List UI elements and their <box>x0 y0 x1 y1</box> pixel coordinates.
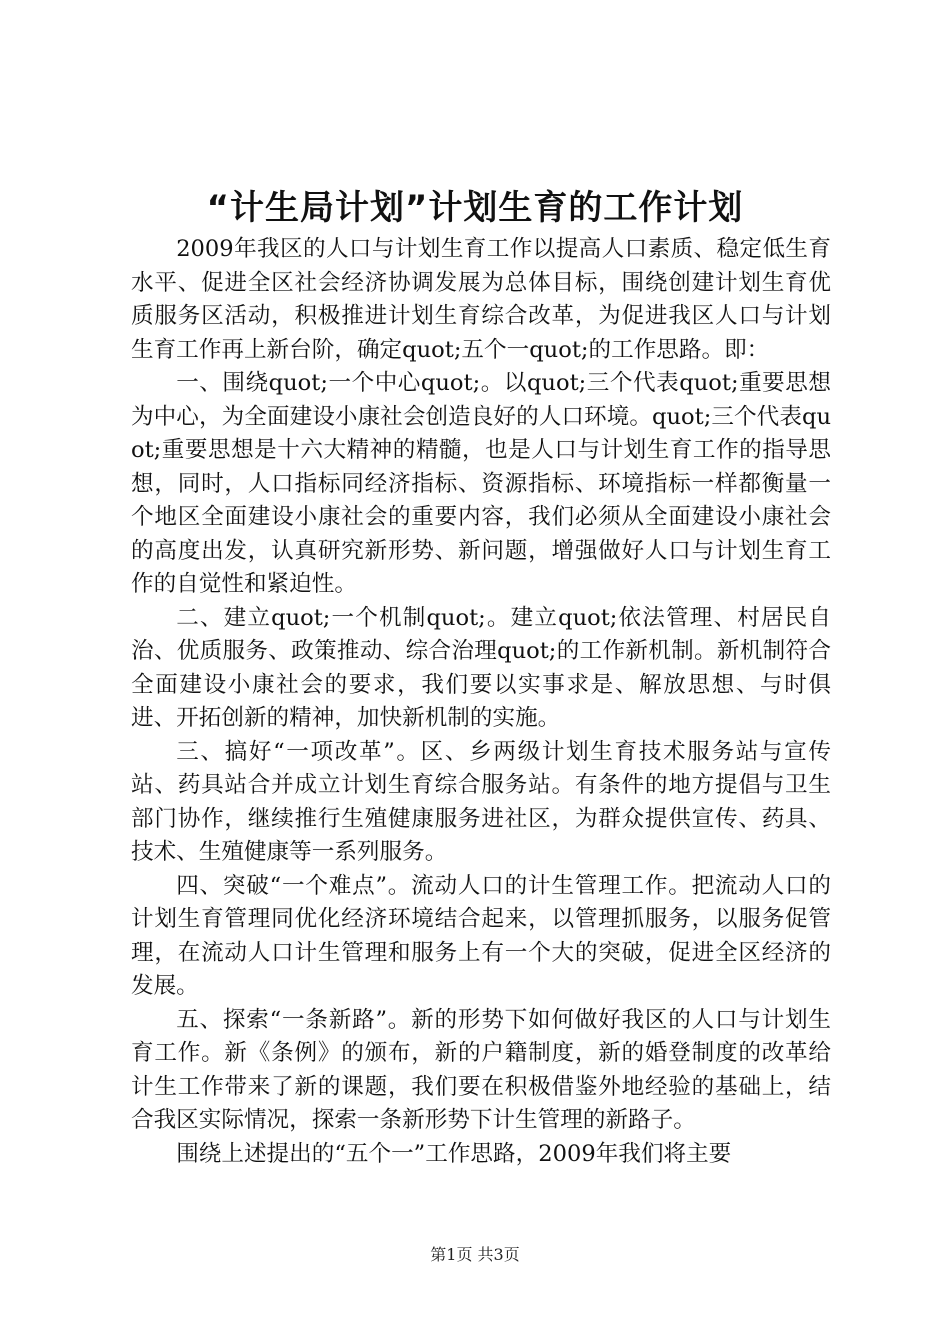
paragraph-intro: 2009年我区的人口与计划生育工作以提高人口素质、稳定低生育水平、促进全区社会经济协调发展为总体目标，围绕创建计划生育优质服务区活动，积极推进计划生育综合改革，为促进我区人口与计划生育工作再上新台阶，确定quot;五个一quot;的工作思路。即： <box>131 236 831 363</box>
paragraph-item-three: 三、搞好“一项改革”。区、乡两级计划生育技术服务站与宣传站、药具站合并成立计划生育综合服务站。有条件的地方提倡与卫生部门协作，继续推行生殖健康服务进社区，为群众提供宣传、药具、技术、生殖健康等一系列服务。 <box>131 738 831 865</box>
paragraph-item-two: 二、建立quot;一个机制quot;。建立quot;依法管理、村居民自治、优质服务、政策推动、综合治理quot;的工作新机制。新机制符合全面建设小康社会的要求，我们要以实事求是、解放思想、与时俱进、开拓创新的精神，加快新机制的实施。 <box>131 604 831 731</box>
page-number-footer: 第1页 共3页 <box>430 1245 520 1264</box>
document-body <box>131 233 831 1171</box>
paragraph-item-five: 五、探索“一条新路”。新的形势下如何做好我区的人口与计划生育工作。新《条例》的颁布，新的户籍制度，新的婚登制度的改革给计生工作带来了新的课题，我们要在积极借鉴外地经验的基础上，结合我区实际情况，探索一条新形势下计生管理的新路子。 <box>131 1006 831 1133</box>
paragraph-closing: 围绕上述提出的“五个一”工作思路，2009年我们将主要 <box>176 1140 732 1167</box>
paragraph-item-four: 四、突破“一个难点”。流动人口的计生管理工作。把流动人口的计划生育管理同优化经济环境结合起来，以管理抓服务，以服务促管理，在流动人口计生管理和服务上有一个大的突破，促进全区经济的发展。 <box>131 872 831 999</box>
paragraph-item-one: 一、围绕quot;一个中心quot;。以quot;三个代表quot;重要思想为中心，为全面建设小康社会创造良好的人口环境。quot;三个代表quot;重要思想是十六大精神的精髓，也是人口与计划生育工作的指导思想，同时，人口指标同经济指标、资源指标、环境指标一样都衡量一个地区全面建设小康社会的重要内容，我们必须从全面建设小康社会的高度出发，认真研究新形势、新问题，增强做好人口与计划生育工作的自觉性和紧迫性。 <box>131 370 831 597</box>
document-title: “计生局计划”计划生育的工作计划 <box>206 188 744 228</box>
